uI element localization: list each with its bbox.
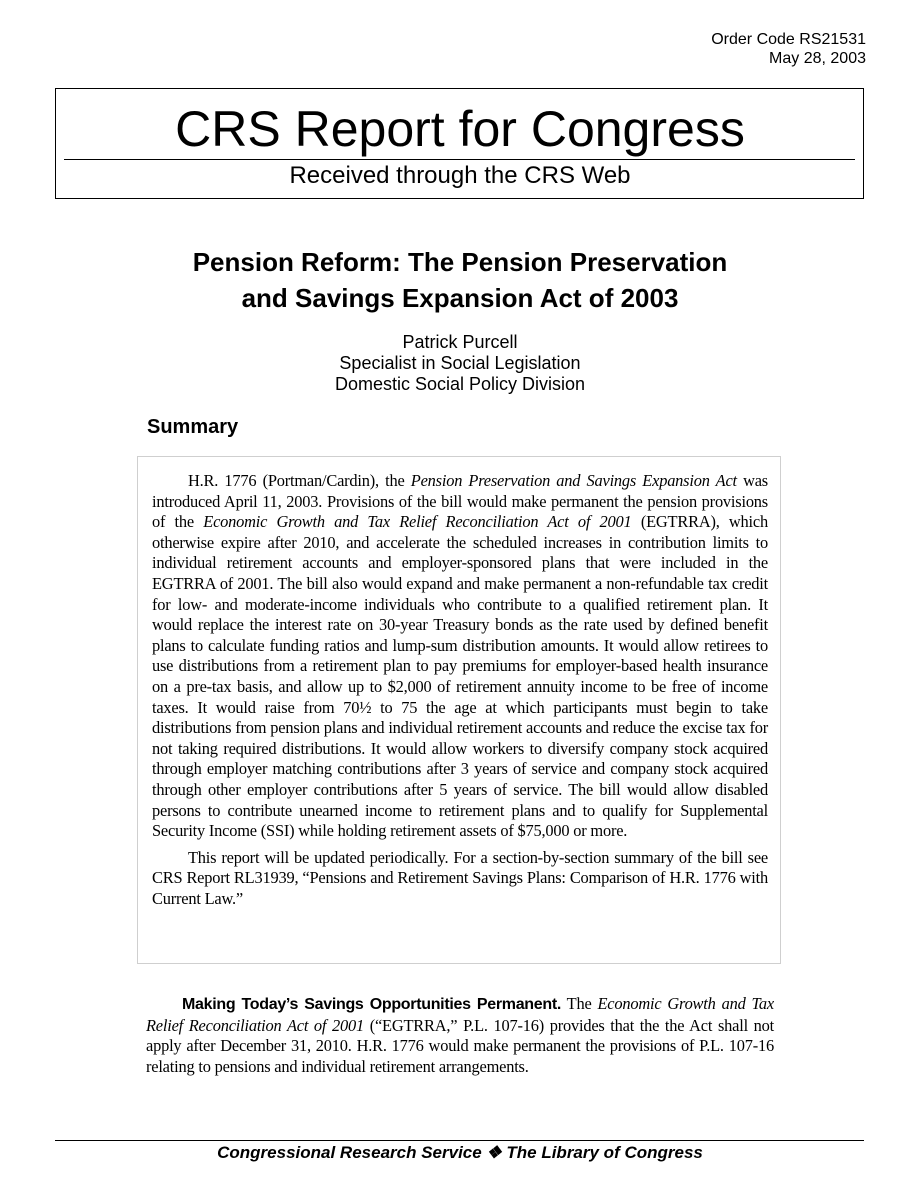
- footer: Congressional Research Service ❖ The Library of Congress: [217, 1143, 703, 1162]
- summary-heading: Summary: [147, 416, 239, 438]
- body-section: [146, 994, 774, 1077]
- author-name: Patrick Purcell: [402, 332, 518, 352]
- summary-text: was introduced April 11, 2003. Provisions of the bill would make permanent the pension provisions of the: [152, 471, 768, 532]
- summary-paragraph-1: [152, 471, 768, 842]
- section-text: The: [561, 994, 598, 1013]
- title-line-1: Pension Reform: The Pension Preservation: [192, 247, 728, 277]
- report-date: May 28, 2003: [769, 50, 866, 67]
- crs-report-title: CRS Report for Congress: [175, 101, 745, 157]
- summary-paragraph-2: This report will be updated periodically. For a section-by-section summary of the bill see CRS Report RL31939, “Pensions and Retirement Savings Plans: Comparison of H.R. 1776 with Current Law.”: [152, 847, 768, 908]
- summary-box: [137, 456, 781, 964]
- summary-text: H.R. 1776 (Portman/Cardin), the: [188, 471, 411, 490]
- act-name: Pension Preservation and Savings Expansion Act: [410, 471, 737, 490]
- document-title: [0, 244, 920, 316]
- header-divider: [64, 159, 855, 160]
- section-text: (“EGTRRA,” P.L. 107-16) provides that the the Act shall not apply after December 31, 2010. H.R. 1776 would make permanent the provisions of P.L. 107-16 relating to pensions and individual retirement arrangements.: [146, 1015, 774, 1076]
- crs-report-subtitle: Received through the CRS Web: [289, 162, 631, 189]
- egtrra-act-name: Economic Growth and Tax Relief Reconciliation Act of 2001: [146, 994, 774, 1035]
- author-division: Domestic Social Policy Division: [334, 374, 586, 394]
- summary-text: (EGTRRA), which otherwise expire after 2010, and accelerate the scheduled increases in contribution limits to individual retirement accounts and employer-sponsored plans that were included in the EGTRRA of 2001. The bill also would expand and make permanent a non-refundable tax credit for low- and moderate-income individuals who contribute to a qualified retirement plan. It would replace the interest rate on 30-year Treasury bonds as the rate used by defined benefit plans to calculate funding ratios and lump-sum distribution amounts. It would allow retirees to use distributions from a retirement plan to pay premiums for employer-based health insurance on a pre-tax basis, and allow up to $2,000 of retirement annuity income to be free of income taxes. It would raise from 70½ to 75 the age at which participants must begin to take distributions from pension plans and individual retirement accounts and reduce the excise tax for not taking required distributions. It would allow workers to diversify company stock acquired through employer matching contributions after 3 years of service and company stock acquired through other employer contributions after 5 years of service. The bill would allow disabled persons to contribute unearned income to retirement plans and to qualify for Supplemental Security Income (SSI) while holding retirement assets of $75,000 or more.: [152, 512, 768, 841]
- section-paragraph: [146, 994, 774, 1077]
- footer-divider: [55, 1140, 864, 1141]
- author-title: Specialist in Social Legislation: [339, 353, 581, 373]
- order-code: Order Code RS21531: [711, 31, 866, 48]
- author-block: [0, 332, 920, 395]
- title-line-2: and Savings Expansion Act of 2003: [241, 283, 679, 313]
- order-code-block: [711, 30, 866, 68]
- egtrra-act-name: Economic Growth and Tax Relief Reconciliation Act of 2001: [203, 512, 632, 532]
- section-heading: Making Today’s Savings Opportunities Permanent.: [182, 996, 562, 1013]
